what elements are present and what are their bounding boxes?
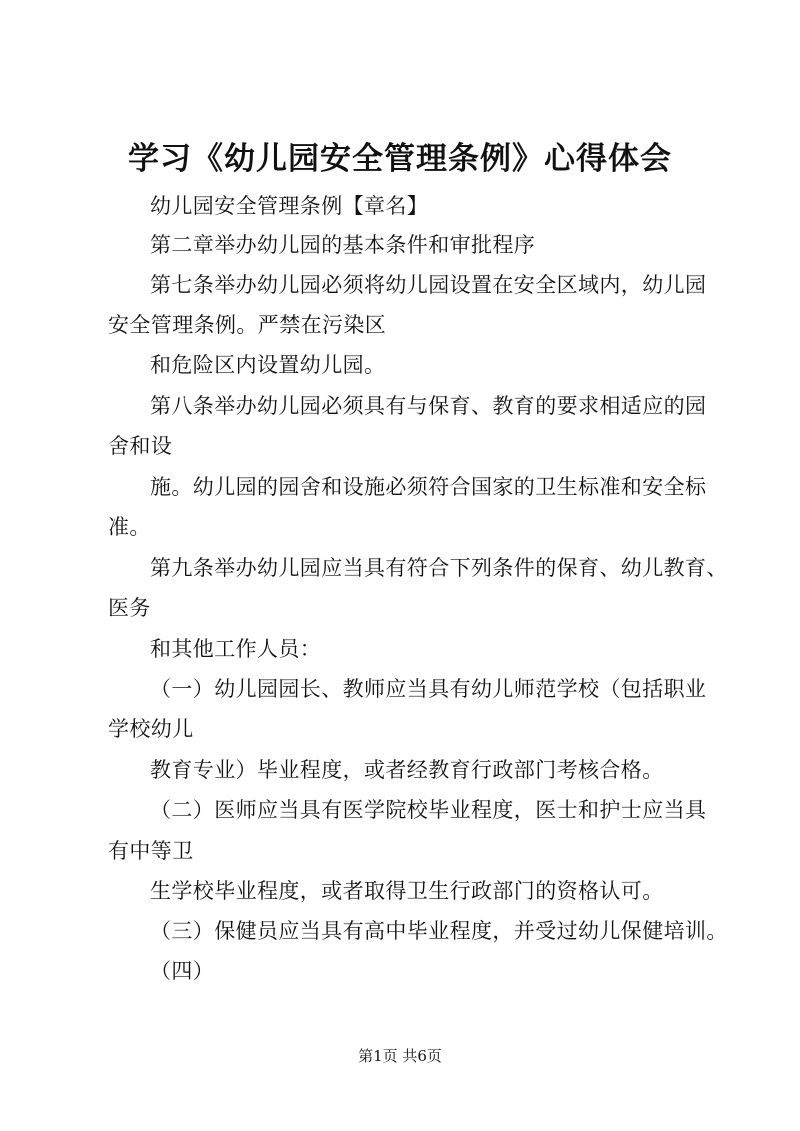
text-line: 和危险区内设置幼儿园。 [150, 353, 386, 377]
text-line: 第八条举办幼儿园必须具有与保育、教育的要求相适应的园 [150, 394, 707, 418]
text-line: 医务 [108, 596, 151, 620]
text-line: 幼儿园安全管理条例【章名】 [150, 194, 429, 218]
page-number-footer: 第1页 共6页 [358, 1047, 442, 1065]
text-line: 施。幼儿园的园舍和设施必须符合国家的卫生标准和安全标 [150, 475, 707, 499]
text-line: （二）医师应当具有医学院校毕业程度，医士和护士应当具 [150, 798, 707, 822]
text-line: 舍和设 [108, 434, 173, 458]
text-line: 和其他工作人员： [150, 637, 322, 661]
text-line: 第二章举办幼儿园的基本条件和审批程序 [150, 233, 536, 257]
text-line: （三）保健员应当具有高中毕业程度，并受过幼儿保健培训。 [150, 919, 728, 943]
text-line: 准。 [108, 515, 151, 539]
text-line: 安全管理条例。严禁在污染区 [108, 313, 387, 337]
document-title: 学习《幼儿园安全管理条例》心得体会 [128, 141, 672, 177]
text-line: （一）幼儿园园长、教师应当具有幼儿师范学校（包括职业 [150, 677, 707, 701]
text-line: 第九条举办幼儿园应当具有符合下列条件的保育、幼儿教育、 [150, 556, 728, 580]
text-line: 有中等卫 [108, 839, 194, 863]
text-line: 学校幼儿 [108, 717, 194, 741]
text-line: （四） [150, 959, 215, 983]
text-line: 第七条举办幼儿园必须将幼儿园设置在安全区域内，幼儿园 [150, 273, 707, 297]
text-line: 生学校毕业程度，或者取得卫生行政部门的资格认可。 [150, 879, 664, 903]
text-line: 教育专业）毕业程度，或者经教育行政部门考核合格。 [150, 758, 664, 782]
